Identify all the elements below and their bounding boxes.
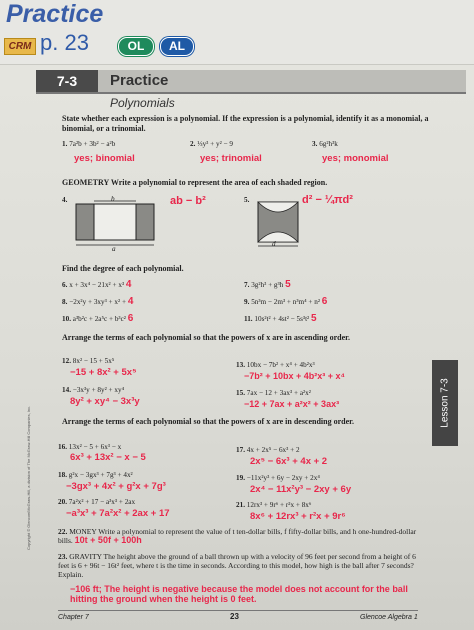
q-expr: 10s²t² + 4st² − 5s³t² <box>254 315 310 323</box>
badge-ol: OL <box>118 37 154 56</box>
q-num: 23. <box>58 552 68 561</box>
footer-chapter: Chapter 7 <box>58 614 89 621</box>
figure-5-label-bottom: d <box>272 240 276 248</box>
answer-19: 2x⁴ − 11x²y³ − 2xy + 6y <box>250 484 352 495</box>
answer-13: −7b² + 10bx + 4b²x³ + x⁴ <box>244 371 345 381</box>
q-expr: 4x + 2x⁵ − 6x³ + 2 <box>246 446 300 454</box>
question-13 <box>236 361 315 370</box>
answer-11: 5 <box>311 313 317 324</box>
q-expr: 3g²h³ + g³h <box>251 281 284 289</box>
q-num: 14. <box>62 386 71 394</box>
instruction-degree: Find the degree of each polynomial. <box>62 264 184 273</box>
q-num: 21. <box>236 501 245 509</box>
answer-18: −3gx³ + 4x² + g²x + 7g³ <box>66 481 166 492</box>
q-expr: −2x²y + 3xy³ + x² + <box>69 298 127 306</box>
question-6 <box>62 280 131 290</box>
q-num: 9. <box>244 298 250 306</box>
figure-4-rectangle <box>72 198 158 250</box>
banner <box>0 0 474 65</box>
question-1 <box>62 140 115 149</box>
q-expr: 13x² − 5 + 6x³ − x <box>68 443 122 451</box>
question-17 <box>236 446 300 455</box>
lesson-number: 7-3 <box>36 70 98 92</box>
question-3 <box>312 140 338 149</box>
answer-9: 6 <box>321 296 328 307</box>
answer-20: −a³x³ + 7a²x² + 2ax + 17 <box>66 508 170 519</box>
answer-7: 5 <box>285 279 291 290</box>
q-num: 12. <box>62 357 71 365</box>
question-7 <box>244 280 291 290</box>
q-num: 20. <box>58 498 67 506</box>
question-16 <box>58 443 121 452</box>
answer-1: yes; binomial <box>74 153 135 164</box>
q-num: 8. <box>62 298 68 306</box>
question-23 <box>58 552 420 579</box>
q-expr: 6g²h³k <box>319 140 338 148</box>
answer-16: 6x³ + 13x² − x − 5 <box>70 452 146 463</box>
question-19 <box>236 474 320 483</box>
q-expr: −11x²y³ + 6y − 2xy + 2x⁴ <box>246 474 320 482</box>
q-expr: g²x − 3gx³ + 7g³ + 4x² <box>68 471 133 479</box>
answer-22: 10t + 50f + 100h <box>74 535 142 545</box>
instruction-polynomial: State whether each expression is a polynomial. If the expression is a polynomial, identify it as a monomial, a binomial, or a trinomial. <box>62 114 429 133</box>
answer-3: yes; monomial <box>322 153 389 164</box>
figure-4-number: 4. <box>62 196 68 204</box>
q-num: 3. <box>312 140 318 148</box>
q-num: 16. <box>58 443 67 451</box>
question-21 <box>236 501 311 510</box>
figure-4-inner <box>94 204 136 240</box>
question-14 <box>62 386 124 395</box>
question-10 <box>62 314 133 324</box>
figure-4-label-top: b <box>111 195 115 203</box>
q-expr: 12rx³ + 9r⁶ + r²x + 8x⁶ <box>246 501 312 509</box>
q-expr: 7a²b + 3b² − a²b <box>69 140 116 148</box>
q-num: 17. <box>236 446 245 454</box>
footer-page-number: 23 <box>230 612 239 621</box>
q-num: 2. <box>190 140 196 148</box>
question-18 <box>58 471 133 480</box>
badge-al: AL <box>160 37 194 56</box>
crm-badge: CRM <box>4 38 36 55</box>
q-num: 6. <box>62 281 68 289</box>
lesson-heading: Practice <box>110 72 169 89</box>
instruction-ascending: Arrange the terms of each polynomial so that the powers of x are in ascending order. <box>62 333 350 342</box>
q-expr: 7ax − 12 + 3ax³ + a²x² <box>246 389 311 397</box>
question-20 <box>58 498 135 507</box>
figure-5-square <box>254 198 304 248</box>
footer-rule <box>58 610 418 611</box>
q-num: 11. <box>244 315 253 323</box>
q-num: 7. <box>244 281 250 289</box>
answer-6: 4 <box>125 279 132 290</box>
page-reference: p. 23 <box>40 30 89 55</box>
q-num: 1. <box>62 140 68 148</box>
q-expr: 7a²x² + 17 − a³x³ + 2ax <box>68 498 136 506</box>
q-expr: ⅓y³ + y² − 9 <box>197 140 233 148</box>
q-num: 18. <box>58 471 67 479</box>
q23-text: GRAVITY The height above the ground of a ball thrown up with a velocity of 96 feet per second from a height of 6 feet is 6 + 96t − 16t² feet, where t is the time in seconds. According to this model, how high is the ball after 7 seconds? Explain. <box>58 552 416 579</box>
question-22 <box>58 527 420 545</box>
answer-14: 8y² + xy⁴ − 3x³y <box>70 396 140 407</box>
question-8 <box>62 297 133 307</box>
side-tab-label: Lesson 7-3 <box>439 378 451 428</box>
banner-title: Practice <box>6 0 104 28</box>
q-expr: x + 3x⁴ − 21x² + x³ <box>69 281 125 289</box>
answer-23: −106 ft; The height is negative because the model does not account for the ball hitting the ground when the height is 0 feet. <box>70 584 408 604</box>
question-2 <box>190 140 233 149</box>
q22-text: MONEY Write a polynomial to represent the value of t ten-dollar bills, f fifty-dollar bills, and h one-hundred-dollar bills. <box>58 527 417 545</box>
q-expr: 10bx − 7b² + x⁴ + 4b²x³ <box>246 361 315 369</box>
q-expr: a³b²c + 2a⁵c + b³c² <box>72 315 126 323</box>
answer-21: 8x⁶ + 12rx³ + r²x + 9r⁶ <box>250 511 346 522</box>
instruction-descending: Arrange the terms of each polynomial so that the powers of x are in descending order. <box>62 417 354 426</box>
answer-5: d² − ¼πd² <box>302 194 353 206</box>
q-num: 22. <box>58 527 68 536</box>
question-11 <box>244 314 317 324</box>
lesson-header <box>36 70 466 94</box>
lesson-subtitle: Polynomials <box>110 96 175 110</box>
footer-book: Glencoe Algebra 1 <box>360 614 418 621</box>
q-num: 19. <box>236 474 245 482</box>
answer-8: 4 <box>127 296 134 307</box>
answer-15: −12 + 7ax + a²x² + 3ax³ <box>244 399 340 409</box>
question-15 <box>236 389 311 398</box>
instruction-geometry: GEOMETRY Write a polynomial to represent the area of each shaded region. <box>62 178 328 187</box>
question-9 <box>244 297 327 307</box>
answer-10: 6 <box>127 313 134 324</box>
q-num: 13. <box>236 361 245 369</box>
answer-4: ab − b² <box>170 195 206 207</box>
copyright-notice: Copyright © Glencoe/McGraw-Hill, a division of The McGraw-Hill Companies, Inc. <box>26 405 31 550</box>
answer-2: yes; trinomial <box>200 153 262 164</box>
q-num: 10. <box>62 315 71 323</box>
q-num: 15. <box>236 389 245 397</box>
question-12 <box>62 357 114 366</box>
answer-17: 2x⁵ − 6x³ + 4x + 2 <box>250 456 328 467</box>
q-expr: 5n³m − 2m³ + n³m⁴ + n² <box>251 298 320 306</box>
q-expr: 8x² − 15 + 5x⁵ <box>72 357 115 365</box>
figure-5-number: 5. <box>244 196 250 204</box>
lesson-side-tab <box>432 360 458 446</box>
answer-12: −15 + 8x² + 5x⁵ <box>70 367 137 378</box>
figure-4-label-bottom: a <box>112 245 116 253</box>
q-expr: −3x³y + 8y² + xy⁴ <box>72 386 125 394</box>
